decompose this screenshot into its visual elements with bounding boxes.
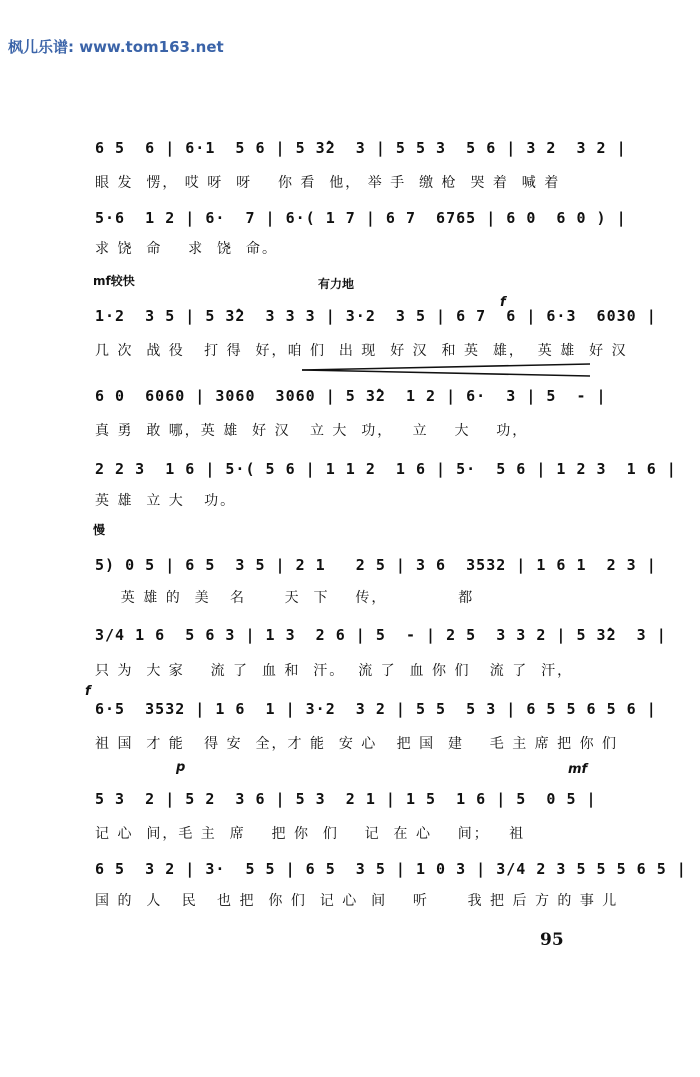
dynamic-marking: mf (568, 762, 588, 777)
lyric-line: 几 次 战 役 打 得 好，咱 们 出 现 好 汉 和 英 雄， 英 雄 好 汉 (95, 343, 628, 359)
notation-line: 1·2 3 5 | 5 3̂2 3 3 3 | 3·2 3 5 | 6 7 6 | 6·3 6030 | (95, 307, 657, 325)
dynamic-marking: f (500, 295, 506, 310)
lyric-line: 英 雄 的 美 名 天 下 传， 都 (95, 590, 475, 606)
lyric-line: 祖 国 才 能 得 安 全，才 能 安 心 把 国 建 毛 主 席 把 你 们 (95, 736, 619, 752)
lyric-line: 英 雄 立 大 功。 (95, 493, 237, 509)
lyric-line: 求 饶 命 求 饶 命。 (95, 241, 278, 257)
dynamic-marking: f (85, 684, 91, 699)
notation-line: 6 0 6060 | 3060 3060 | 5 3̂2 1 2 | 6· 3 | 5 - | (95, 387, 607, 405)
lyric-line: 眼 发 愣， 哎 呀 呀 你 看 他， 举 手 缴 枪 哭 着 喊 着 (95, 175, 561, 191)
tempo-marking: 慢 (93, 523, 106, 537)
notation-line: 5) 0 5 | 6 5 3 5 | 2 1 2 5 | 3 6 3532 | 1 6 1 2 3 | (95, 556, 657, 574)
site-watermark[interactable]: 枫儿乐谱: www.tom163.net (8, 38, 224, 56)
page-number: 95 (540, 930, 564, 950)
notation-line: 6 5 6 | 6·1 5 6 | 5 3̂2 3 | 5 5 3 5 6 | 3 2 3 2 | (95, 139, 627, 157)
dynamic-marking: p (176, 760, 186, 775)
notation-line: 6 5 3 2 | 3· 5 5 | 6 5 3 5 | 1 0 3 | 3/4 2 3 5 5 5 6 5 | (95, 860, 687, 878)
lyric-line: 真 勇 敢 哪，英 雄 好 汉 立 大 功， 立 大 功， (95, 423, 529, 439)
lyric-line: 只 为 大 家 流 了 血 和 汗。 流 了 血 你 们 流 了 汗， (95, 663, 574, 679)
notation-line: 6·5 3532 | 1 6 1 | 3·2 3 2 | 5 5 5 3 | 6 5 5 6 5 6 | (95, 700, 657, 718)
notation-line: 5·6 1 2 | 6· 7 | 6·( 1 7 | 6 7 6765 | 6 0 6 0 ) | (95, 209, 627, 227)
tempo-marking: mf较快 (93, 274, 135, 288)
notation-line: 3/4 1 6 5 6 3 | 1 3 2 6 | 5 - | 2 5 3 3 2 | 5 3̂2 3 | (95, 626, 667, 644)
crescendo-hairpin (300, 363, 600, 377)
notation-line: 2 2 3 1 6 | 5·( 5 6 | 1 1 2 1 6 | 5· 5 6 | 1 2 3 1 6 | (95, 460, 677, 478)
expression-marking: 有力地 (318, 277, 355, 291)
notation-line: 5 3 2 | 5 2 3 6 | 5 3 2 1 | 1 5 1 6 | 5 0 5 | (95, 790, 597, 808)
lyric-line: 国 的 人 民 也 把 你 们 记 心 间 听 我 把 后 方 的 事 儿 (95, 893, 619, 909)
lyric-line: 记 心 间，毛 主 席 把 你 们 记 在 心 间； 祖 (95, 826, 526, 842)
